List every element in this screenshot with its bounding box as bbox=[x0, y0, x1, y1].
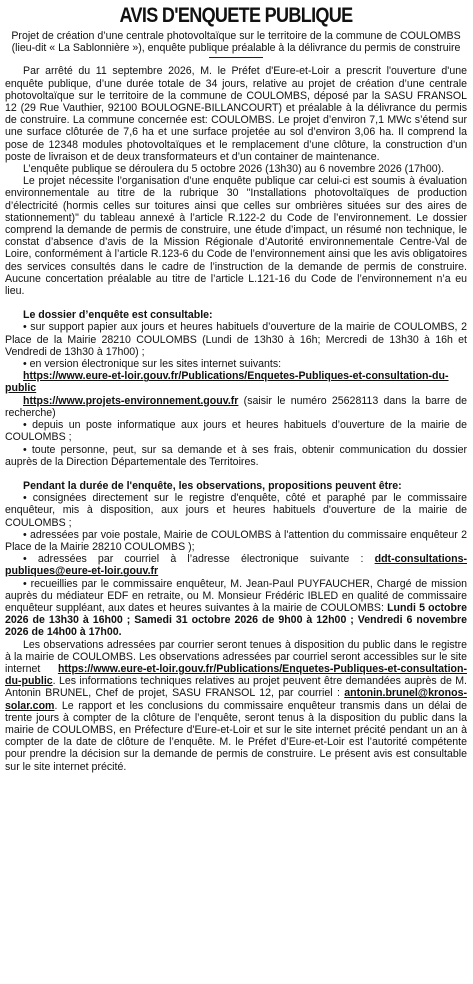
dossier-electronic: • en version électronique sur les sites internet suivants: bbox=[23, 358, 282, 371]
observations-post: • adressées par voie postale, Mairie de COULOMBS à l'attention du commissaire enquêteur 2 Place de la Mairie 28210 COULOMBS ); bbox=[5, 528, 467, 553]
closing-paragraph bbox=[5, 639, 467, 773]
closing-text-3: . Le rapport et les conclusions du commissaire enquêteur transmis dans un délai de trente jours à compter de la clôture de l’enquête, seront tenus à la disposition du public dans la mairie de COULOMBS, en Préfecture d'Eure-et-Loir et sur le site internet précité pendant un an à compter de la date de clôture de l’enquête. M. le Préfet d’Eure-et-Loir est l’autorité compétente pour prendre la décision sur la demande de permis de construire. Le présent avis est consultable sur le site internet précité. bbox=[5, 699, 467, 773]
projets-environnement-link[interactable]: https://www.projets-environnement.gouv.fr bbox=[23, 394, 239, 407]
project-manager-email-link[interactable]: antonin.brunel@kronos-solar.com bbox=[5, 687, 467, 712]
dossier-heading: Le dossier d’enquête est consultable: bbox=[23, 309, 213, 322]
title-divider bbox=[209, 57, 263, 58]
closing-text-2: . Les informations techniques relatives au projet peuvent être demandées auprès de M. Antonin BRUNEL, Chef de projet, SASU FRANSOL 12, par courriel : bbox=[5, 675, 467, 700]
closing-text-1: Les observations adressées par courrier seront tenues à disposition du public dans le registre à la mairie de COULOMBS. Les observations adressées par courriel seront accessibles sur le site internet bbox=[5, 638, 467, 675]
collected-text: • recueillies par le commissaire enquêteur, M. Jean-Paul PUYFAUCHER, Chargé de mission auprès du médiateur EDF en retraite, ou M. Monsieur Frédéric IBLED en qualité de commissaire enquêteur suppléant, aux dates et heures suivantes à la mairie de COULOMBS: bbox=[5, 577, 467, 614]
prefecture-link[interactable]: https://www.eure-et-loir.gouv.fr/Publications/Enquetes-Publiques-et-consultation-du-public bbox=[5, 370, 449, 395]
closing-prefecture-link[interactable]: https://www.eure-et-loir.gouv.fr/Publications/Enquetes-Publiques-et-consultation-du-public bbox=[5, 662, 467, 688]
observations-heading: Pendant la durée de l'enquête, les observations, propositions peuvent être: bbox=[23, 479, 402, 492]
ddt-email-link[interactable]: ddt-consultations-publiques@eure-et-loir.gouv.fr bbox=[5, 553, 467, 578]
project-paragraph: Le projet nécessite l’organisation d’une enquête publique car celui-ci est soumis à évaluation environnementale au titre de la rubrique 30 "Installations photovoltaïques de production d’électricité (hormis celles sur toitures ainsi que celles sur ombrières situées sur des aires de stationnement)" du tableau annexé à l’article R.122-2 du Code de l’environnement. Le dossier comprend la demande de permis de construire, une étude d’impact, un résumé non technique, le constat d’absence d’avis de la Mission Régionale d’Autorité environnementale Centre-Val de Loire, conformément à l’article R.123-6 du Code de l’environnement ainsi que les avis obligatoires des services consultés dans le cadre de l’instruction de la demande de permis de construire. Aucune concertation préalable au titre de l’article L.121-16 du Code de l’environnement n’a eu lieu. bbox=[5, 175, 467, 298]
dossier-paper: • sur support papier aux jours et heures habituels d’ouverture de la mairie de COULOMBS, 2 Place de la Mairie 28210 COULOMBS (Lundi de 13h30 à 16h; Mercredi de 13h30 à 16h et Vendredi de 13h30 à 17h00) ; bbox=[5, 321, 467, 358]
dates-paragraph: L’enquête publique se déroulera du 5 octobre 2026 (13h30) au 6 novembre 2026 (17h00). bbox=[23, 163, 445, 176]
permanence-dates: Lundi 5 octobre 2026 de 13h30 à 16h00 ; Samedi 31 octobre 2026 de 9h00 à 12h00 ; Vendredi 6 novembre 2026 de 14h00 à 17h00. bbox=[5, 601, 468, 639]
intro-paragraph: Par arrêté du 11 septembre 2026, M. le Préfet d'Eure-et-Loir a prescrit l'ouverture d'une enquête publique, d’une durée totale de 34 jours, relative au projet de création d’une centrale photovoltaïque sur le territoire de la commune de COULOMBS, déposé par la SASU FRANSOL 12 (29 Rue Vauthier, 92100 BOULOGNE-BILLANCOURT) et préalable à la délivrance du permis de construire. La commune concernée est: COULOMBS. Le projet d’environ 7,1 MWc s’étend sur une surface clôturée de 7,6 ha et une surface projetée au sol d’environ 3,06 ha. Il comprend la pose de 12348 modules photovoltaïques et le remplacement d’une clôture, la construction d’un poste de livraison et de deux transformateurs et d’un container de maintenance. bbox=[5, 65, 467, 163]
dossier-terminal: • depuis un poste informatique aux jours et heures habituels d’ouverture de la mairie de COULOMBS ; bbox=[5, 419, 467, 444]
projets-link-note: (saisir le numéro 25628113 dans la barre de recherche) bbox=[5, 394, 467, 419]
dossier-request: • toute personne, peut, sur sa demande et à ses frais, obtenir communication du dossier auprès de la Direction Départementale des Territoires. bbox=[5, 443, 467, 468]
dossier-link-prefecture[interactable] bbox=[5, 370, 467, 394]
observations-register: • consignées directement sur le registre d'enquête, côté et paraphé par le commissaire enquêteur, mis à disposition, aux jours et heures habituels d'ouverture de la mairie de COULOMBS ; bbox=[5, 492, 467, 529]
notice-subtitle: Projet de création d’une centrale photovoltaïque sur le territoire de la commune de COULOMBS (lieu-dit « La Sablonnière »), enquête publique préalable à la délivrance du permis de construire bbox=[11, 30, 461, 55]
observations-collected bbox=[5, 578, 467, 639]
observations-email bbox=[5, 553, 467, 577]
notice-title: AVIS D'ENQUETE PUBLIQUE bbox=[119, 4, 353, 27]
dossier-link-projets bbox=[5, 395, 467, 419]
email-intro: • adressées par courriel à l’adresse électronique suivante : bbox=[23, 553, 375, 566]
